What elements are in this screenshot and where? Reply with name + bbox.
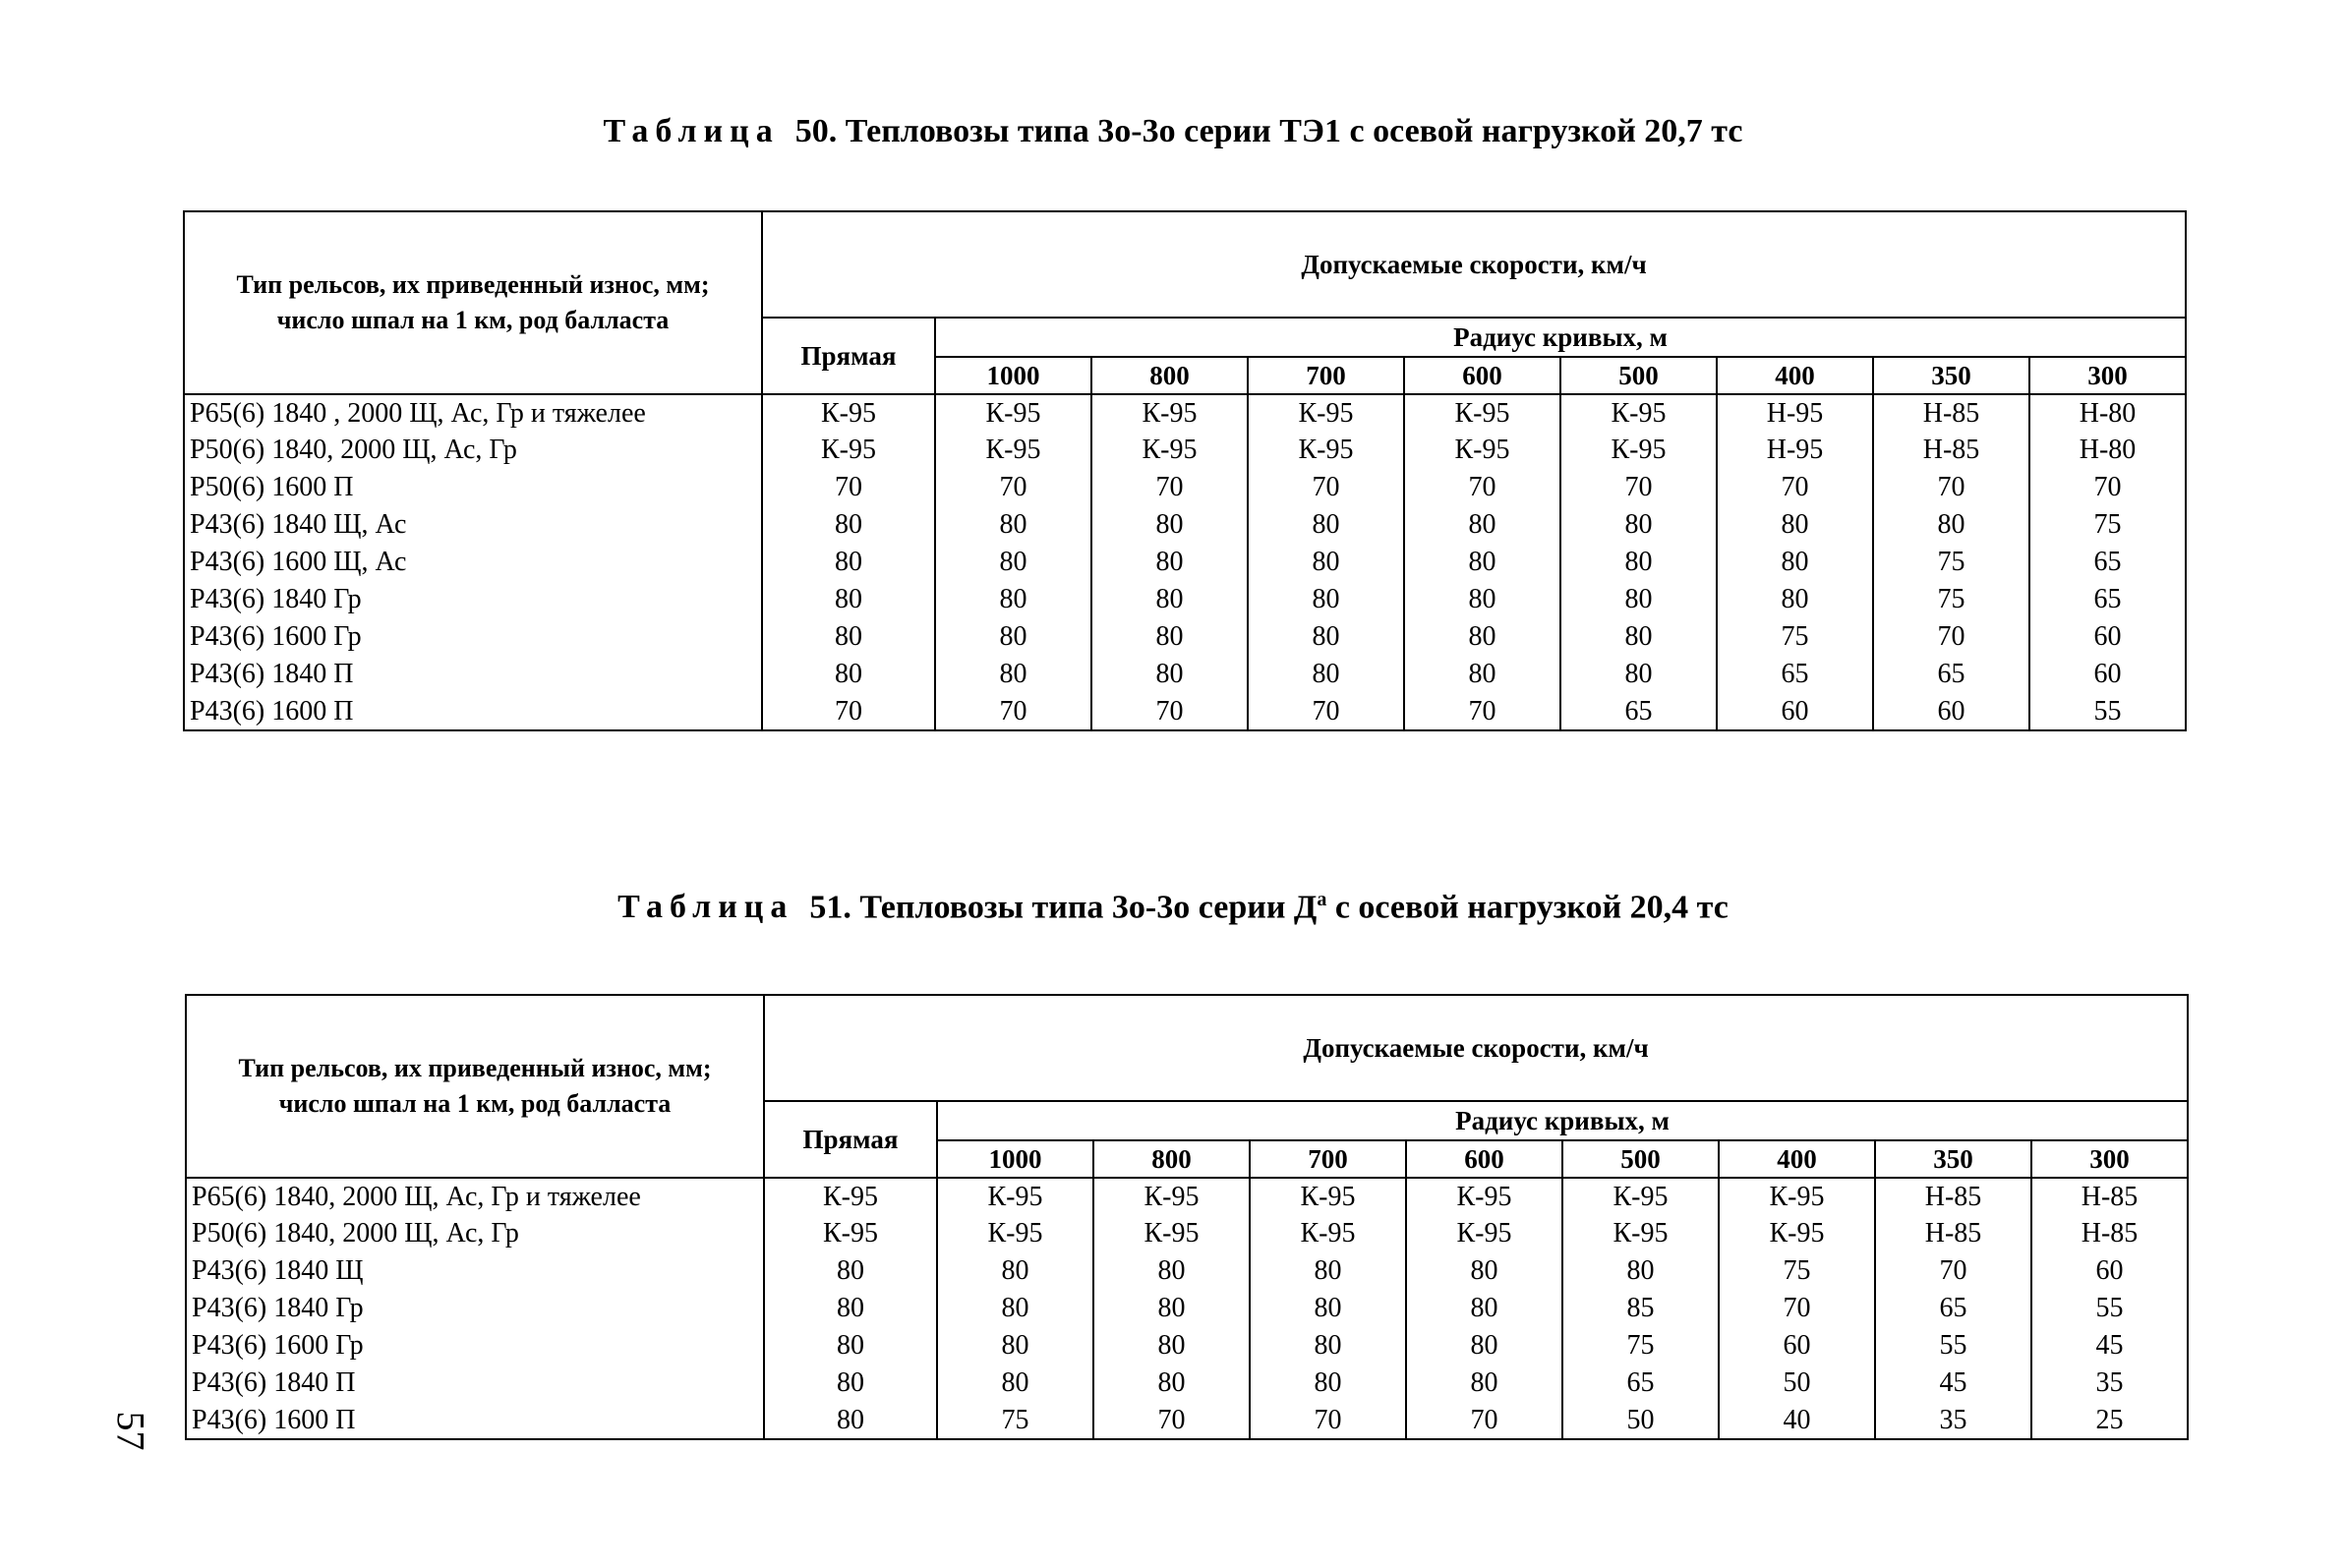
curve-speed-cell: 80 — [1093, 1365, 1250, 1402]
row-header: Тип рельсов, их приведенный износ, мм; число шпал на 1 км, род балласта — [184, 211, 762, 394]
curve-speed-cell: К-95 — [1404, 432, 1560, 469]
curve-speed-cell: 85 — [1562, 1290, 1719, 1327]
curve-speed-cell: 80 — [1560, 656, 1717, 693]
table-row — [184, 581, 2186, 618]
curve-speed-cell: 70 — [1560, 469, 1717, 506]
curve-speed-cell: 70 — [935, 693, 1091, 730]
curve-speed-cell: 70 — [1091, 469, 1248, 506]
straight-speed-cell: К-95 — [764, 1178, 937, 1215]
rail-type-cell: Р43(6) 1840 П — [184, 656, 762, 693]
rail-type-cell: Р65(6) 1840, 2000 Щ, Ас, Гр и тяжелее — [186, 1178, 764, 1215]
rail-type-cell: Р43(6) 1840 Щ — [186, 1252, 764, 1290]
rail-type-cell: Р50(6) 1840, 2000 Щ, Ас, Гр — [186, 1215, 764, 1252]
table-51 — [185, 994, 2189, 1440]
straight-speed-cell: 80 — [762, 581, 935, 618]
curve-speed-cell: К-95 — [937, 1215, 1093, 1252]
curve-speed-cell: К-95 — [1560, 432, 1717, 469]
curve-speed-cell: 40 — [1719, 1402, 1875, 1439]
curve-speed-cell: 80 — [1717, 544, 1873, 581]
curve-speed-cell: 80 — [937, 1252, 1093, 1290]
straight-speed-cell: 80 — [764, 1290, 937, 1327]
radius-header: 350 — [1873, 357, 2029, 394]
curve-speed-cell: 65 — [1560, 693, 1717, 730]
curve-speed-cell: 80 — [1560, 544, 1717, 581]
caption-superscript: а — [1317, 889, 1327, 910]
straight-speed-cell: К-95 — [762, 394, 935, 432]
curve-speed-cell: 80 — [1717, 506, 1873, 544]
curve-speed-cell: 80 — [937, 1327, 1093, 1365]
curve-speed-cell: Н-80 — [2029, 432, 2186, 469]
curve-speed-cell: 80 — [1250, 1252, 1406, 1290]
curve-speed-cell: 80 — [1560, 618, 1717, 656]
curves-header: Радиус кривых, м — [935, 318, 2186, 357]
speeds-header: Допускаемые скорости, км/ч — [762, 211, 2186, 318]
radius-header: 300 — [2029, 357, 2186, 394]
curve-speed-cell: 80 — [1717, 581, 1873, 618]
curve-speed-cell: 80 — [1248, 506, 1404, 544]
rail-type-cell: Р65(6) 1840 , 2000 Щ, Ас, Гр и тяжелее — [184, 394, 762, 432]
curve-speed-cell: 70 — [1404, 469, 1560, 506]
table-row — [186, 1178, 2188, 1215]
straight-speed-cell: К-95 — [764, 1215, 937, 1252]
rail-type-cell: Р43(6) 1600 Гр — [186, 1327, 764, 1365]
table-50 — [183, 210, 2187, 731]
curve-speed-cell: 80 — [1873, 506, 2029, 544]
curve-speed-cell: 80 — [1093, 1252, 1250, 1290]
curve-speed-cell: 70 — [1873, 469, 2029, 506]
curve-speed-cell: 75 — [1562, 1327, 1719, 1365]
radius-header: 500 — [1560, 357, 1717, 394]
straight-speed-cell: 80 — [764, 1252, 937, 1290]
curve-speed-cell: 80 — [1248, 656, 1404, 693]
radius-header: 700 — [1248, 357, 1404, 394]
straight-speed-cell: 80 — [762, 618, 935, 656]
curve-speed-cell: 35 — [1875, 1402, 2031, 1439]
curve-speed-cell: 65 — [2029, 581, 2186, 618]
straight-header: Прямая — [762, 318, 935, 394]
curve-speed-cell: 75 — [1719, 1252, 1875, 1290]
curve-speed-cell: 60 — [2029, 618, 2186, 656]
curve-speed-cell: 80 — [935, 581, 1091, 618]
curve-speed-cell: Н-85 — [1875, 1215, 2031, 1252]
curve-speed-cell: К-95 — [1719, 1215, 1875, 1252]
curve-speed-cell: 75 — [937, 1402, 1093, 1439]
curve-speed-cell: Н-85 — [1873, 394, 2029, 432]
radius-header: 800 — [1091, 357, 1248, 394]
curve-speed-cell: К-95 — [935, 432, 1091, 469]
curve-speed-cell: 80 — [1093, 1290, 1250, 1327]
radius-header: 400 — [1717, 357, 1873, 394]
table-row — [186, 1327, 2188, 1365]
rail-type-cell: Р50(6) 1600 П — [184, 469, 762, 506]
curve-speed-cell: К-95 — [1250, 1215, 1406, 1252]
curve-speed-cell: 80 — [1560, 506, 1717, 544]
curve-speed-cell: 70 — [1717, 469, 1873, 506]
straight-speed-cell: 80 — [764, 1402, 937, 1439]
straight-speed-cell: 80 — [762, 656, 935, 693]
radius-header: 800 — [1093, 1140, 1250, 1178]
caption-lead: Таблица — [603, 113, 780, 149]
curve-speed-cell: Н-85 — [1873, 432, 2029, 469]
curve-speed-cell: 50 — [1719, 1365, 1875, 1402]
curve-speed-cell: 70 — [935, 469, 1091, 506]
curve-speed-cell: Н-95 — [1717, 432, 1873, 469]
curve-speed-cell: 65 — [1562, 1365, 1719, 1402]
curve-speed-cell: 60 — [2029, 656, 2186, 693]
curve-speed-cell: 80 — [1091, 506, 1248, 544]
curve-speed-cell: К-95 — [1404, 394, 1560, 432]
radius-header: 600 — [1404, 357, 1560, 394]
curve-speed-cell: 80 — [1250, 1327, 1406, 1365]
curve-speed-cell: 80 — [1248, 581, 1404, 618]
rail-type-cell: Р43(6) 1600 П — [184, 693, 762, 730]
curve-speed-cell: 80 — [1404, 506, 1560, 544]
curve-speed-cell: 80 — [1406, 1365, 1562, 1402]
rail-type-cell: Р43(6) 1600 Гр — [184, 618, 762, 656]
radius-header: 1000 — [937, 1140, 1093, 1178]
radius-header: 300 — [2031, 1140, 2188, 1178]
straight-speed-cell: 80 — [764, 1365, 937, 1402]
curve-speed-cell: К-95 — [1562, 1215, 1719, 1252]
table-row — [184, 394, 2186, 432]
radius-header: 1000 — [935, 357, 1091, 394]
curve-speed-cell: 80 — [1404, 544, 1560, 581]
curve-speed-cell: 70 — [1875, 1252, 2031, 1290]
curve-speed-cell: 80 — [1091, 581, 1248, 618]
straight-speed-cell: 80 — [762, 506, 935, 544]
curve-speed-cell: 65 — [1875, 1290, 2031, 1327]
table-51-caption — [0, 889, 2346, 926]
curve-speed-cell: 80 — [1562, 1252, 1719, 1290]
table-row — [184, 544, 2186, 581]
curve-speed-cell: 70 — [1404, 693, 1560, 730]
row-header: Тип рельсов, их приведенный износ, мм; число шпал на 1 км, род балласта — [186, 995, 764, 1178]
table-row — [186, 1290, 2188, 1327]
curve-speed-cell: 25 — [2031, 1402, 2188, 1439]
table-row — [184, 469, 2186, 506]
table-row — [184, 432, 2186, 469]
curve-speed-cell: 70 — [1406, 1402, 1562, 1439]
curve-speed-cell: 70 — [2029, 469, 2186, 506]
curve-speed-cell: 50 — [1562, 1402, 1719, 1439]
curve-speed-cell: К-95 — [1250, 1178, 1406, 1215]
radius-header: 600 — [1406, 1140, 1562, 1178]
curve-speed-cell: К-95 — [1091, 394, 1248, 432]
curve-speed-cell: 80 — [1091, 544, 1248, 581]
curves-header: Радиус кривых, м — [937, 1101, 2188, 1140]
curve-speed-cell: К-95 — [1406, 1178, 1562, 1215]
curve-speed-cell: 80 — [935, 618, 1091, 656]
curve-speed-cell: 80 — [1404, 581, 1560, 618]
curve-speed-cell: К-95 — [1719, 1178, 1875, 1215]
curve-speed-cell: К-95 — [1562, 1178, 1719, 1215]
rail-type-cell: Р43(6) 1840 Гр — [184, 581, 762, 618]
curve-speed-cell: 80 — [935, 506, 1091, 544]
curve-speed-cell: 60 — [1719, 1327, 1875, 1365]
curve-speed-cell: 70 — [1250, 1402, 1406, 1439]
curve-speed-cell: 80 — [1406, 1327, 1562, 1365]
curve-speed-cell: 55 — [1875, 1327, 2031, 1365]
curve-speed-cell: 80 — [1093, 1327, 1250, 1365]
curve-speed-cell: 70 — [1719, 1290, 1875, 1327]
rail-type-cell: Р50(6) 1840, 2000 Щ, Ас, Гр — [184, 432, 762, 469]
curve-speed-cell: Н-85 — [1875, 1178, 2031, 1215]
curve-speed-cell: 80 — [1406, 1290, 1562, 1327]
curve-speed-cell: 80 — [1250, 1365, 1406, 1402]
straight-speed-cell: 70 — [762, 693, 935, 730]
curve-speed-cell: 80 — [1248, 618, 1404, 656]
radius-header: 500 — [1562, 1140, 1719, 1178]
curve-speed-cell: 45 — [1875, 1365, 2031, 1402]
curve-speed-cell: К-95 — [1248, 394, 1404, 432]
page-number: 57 — [108, 1411, 153, 1451]
curve-speed-cell: 70 — [1093, 1402, 1250, 1439]
curve-speed-cell: К-95 — [1248, 432, 1404, 469]
curve-speed-cell: 75 — [2029, 506, 2186, 544]
curve-speed-cell: 75 — [1873, 581, 2029, 618]
rail-type-cell: Р43(6) 1600 Щ, Ас — [184, 544, 762, 581]
radius-header: 400 — [1719, 1140, 1875, 1178]
curve-speed-cell: 75 — [1873, 544, 2029, 581]
curve-speed-cell: Н-85 — [2031, 1178, 2188, 1215]
curve-speed-cell: 60 — [1873, 693, 2029, 730]
curve-speed-cell: К-95 — [935, 394, 1091, 432]
table-row — [186, 1215, 2188, 1252]
curve-speed-cell: К-95 — [1091, 432, 1248, 469]
straight-speed-cell: 80 — [764, 1327, 937, 1365]
curve-speed-cell: 80 — [1560, 581, 1717, 618]
curve-speed-cell: 65 — [2029, 544, 2186, 581]
curve-speed-cell: Н-80 — [2029, 394, 2186, 432]
straight-speed-cell: 70 — [762, 469, 935, 506]
curve-speed-cell: 65 — [1717, 656, 1873, 693]
rail-type-cell: Р43(6) 1840 Гр — [186, 1290, 764, 1327]
curve-speed-cell: 70 — [1248, 693, 1404, 730]
radius-header: 350 — [1875, 1140, 2031, 1178]
caption-text: 51. Тепловозы типа 3о-3о серии Д — [809, 889, 1318, 926]
curve-speed-cell: 80 — [1248, 544, 1404, 581]
curve-speed-cell: К-95 — [1093, 1215, 1250, 1252]
table-row — [186, 1252, 2188, 1290]
curve-speed-cell: 65 — [1873, 656, 2029, 693]
curve-speed-cell: К-95 — [1093, 1178, 1250, 1215]
curve-speed-cell: 80 — [1404, 618, 1560, 656]
straight-speed-cell: 80 — [762, 544, 935, 581]
curve-speed-cell: 35 — [2031, 1365, 2188, 1402]
table-row — [184, 618, 2186, 656]
curve-speed-cell: Н-85 — [2031, 1215, 2188, 1252]
curve-speed-cell: К-95 — [937, 1178, 1093, 1215]
straight-header: Прямая — [764, 1101, 937, 1178]
caption-text: 50. Тепловозы типа 3о-3о серии ТЭ1 с осевой нагрузкой 20,7 тс — [794, 113, 1743, 149]
table-row — [186, 1402, 2188, 1439]
caption-lead: Таблица — [617, 889, 794, 926]
curve-speed-cell: 80 — [937, 1290, 1093, 1327]
straight-speed-cell: К-95 — [762, 432, 935, 469]
curve-speed-cell: 55 — [2029, 693, 2186, 730]
curve-speed-cell: 60 — [1717, 693, 1873, 730]
curve-speed-cell: 70 — [1873, 618, 2029, 656]
table-row — [184, 656, 2186, 693]
table-row — [186, 1365, 2188, 1402]
rail-type-cell: Р43(6) 1600 П — [186, 1402, 764, 1439]
table-50-caption — [0, 113, 2346, 150]
radius-header: 700 — [1250, 1140, 1406, 1178]
caption-tail: с осевой нагрузкой 20,4 тс — [1326, 889, 1729, 926]
curve-speed-cell: 45 — [2031, 1327, 2188, 1365]
curve-speed-cell: 80 — [1404, 656, 1560, 693]
curve-speed-cell: 80 — [937, 1365, 1093, 1402]
rail-type-cell: Р43(6) 1840 П — [186, 1365, 764, 1402]
curve-speed-cell: 80 — [1406, 1252, 1562, 1290]
speeds-header: Допускаемые скорости, км/ч — [764, 995, 2188, 1101]
curve-speed-cell: К-95 — [1560, 394, 1717, 432]
curve-speed-cell: Н-95 — [1717, 394, 1873, 432]
curve-speed-cell: 80 — [935, 544, 1091, 581]
curve-speed-cell: 80 — [935, 656, 1091, 693]
curve-speed-cell: 70 — [1091, 693, 1248, 730]
rail-type-cell: Р43(6) 1840 Щ, Ас — [184, 506, 762, 544]
curve-speed-cell: 80 — [1250, 1290, 1406, 1327]
curve-speed-cell: 80 — [1091, 656, 1248, 693]
table-row — [184, 693, 2186, 730]
curve-speed-cell: 60 — [2031, 1252, 2188, 1290]
curve-speed-cell: 80 — [1091, 618, 1248, 656]
curve-speed-cell: 70 — [1248, 469, 1404, 506]
curve-speed-cell: К-95 — [1406, 1215, 1562, 1252]
curve-speed-cell: 75 — [1717, 618, 1873, 656]
table-row — [184, 506, 2186, 544]
curve-speed-cell: 55 — [2031, 1290, 2188, 1327]
